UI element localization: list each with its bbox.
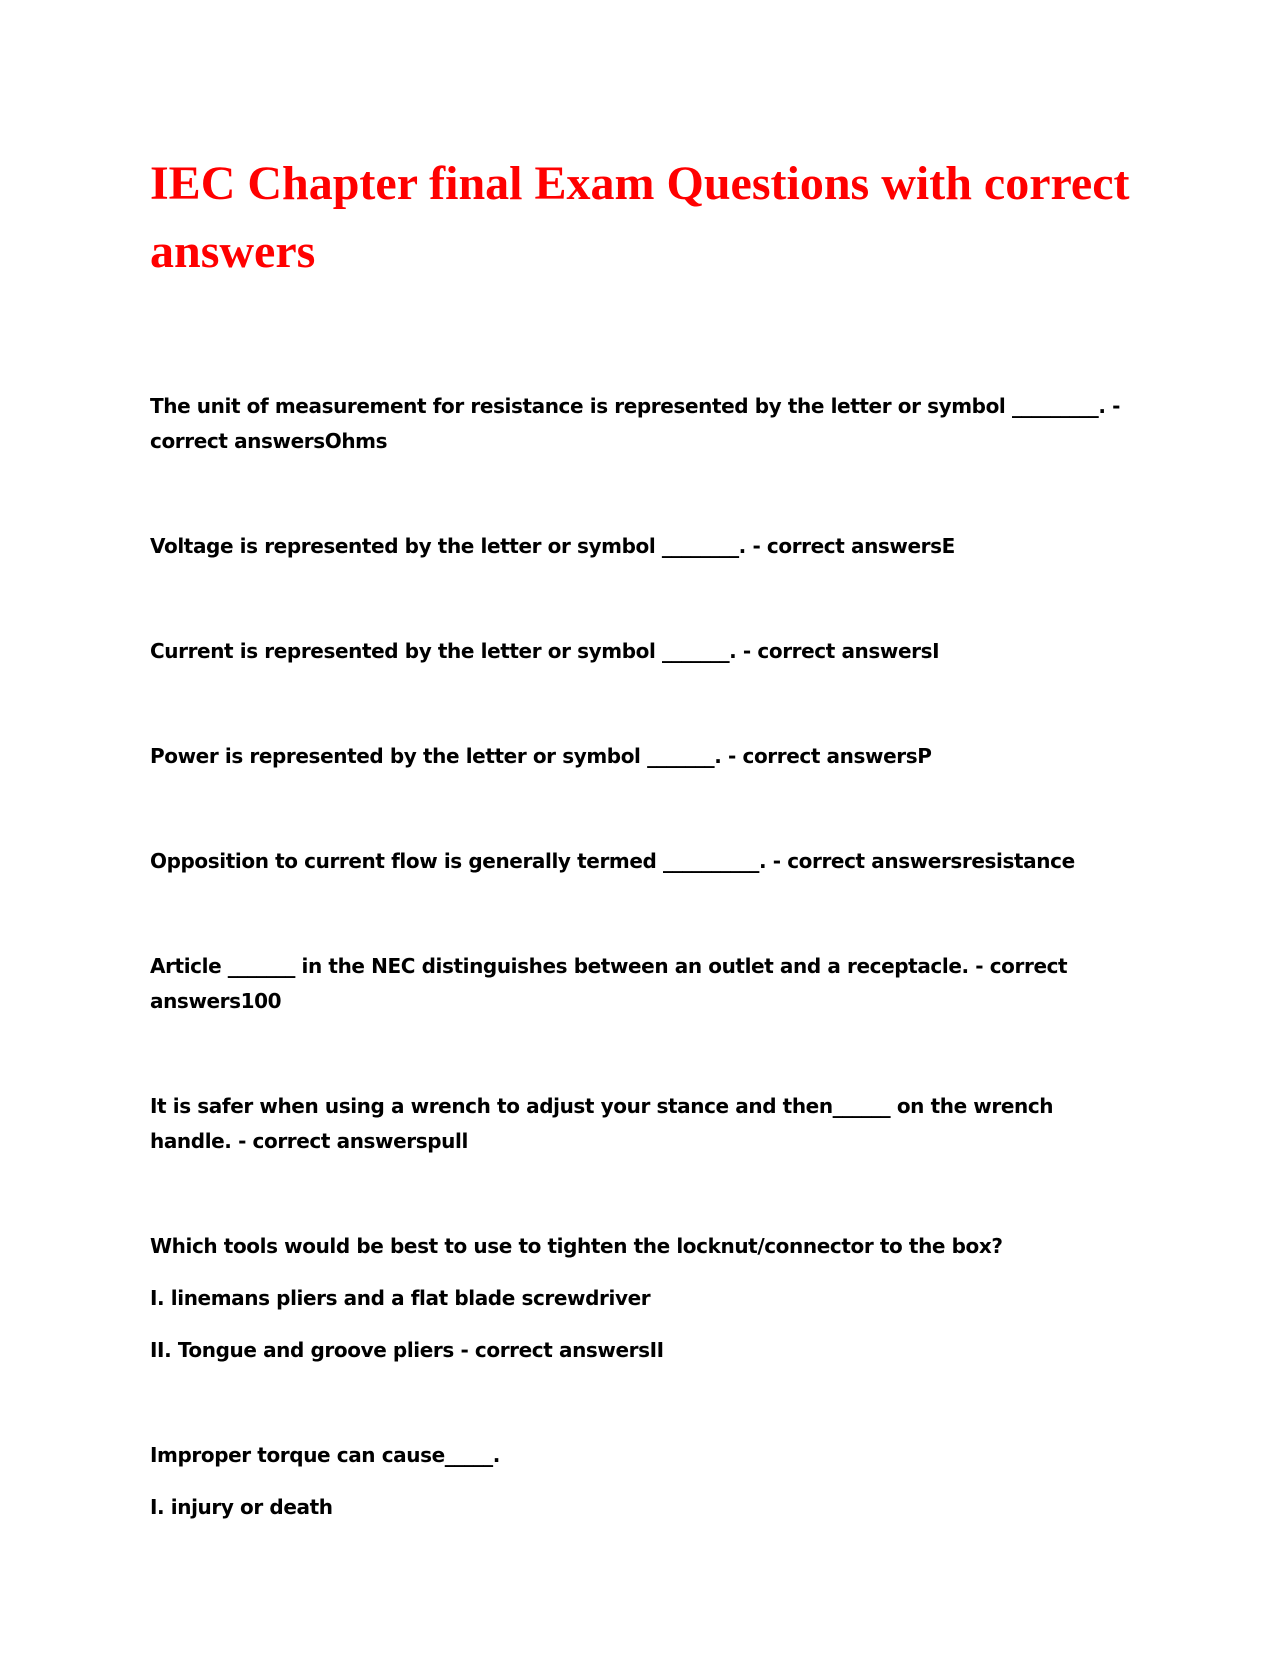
- option-text: I. linemans pliers and a flat blade screwdriver: [150, 1286, 651, 1310]
- question-text: The unit of measurement for resistance is represented by the letter or symbol _________. - correct answersOhms: [150, 394, 1121, 453]
- question-text: Which tools would be best to use to tighten the locknut/connector to the box?: [150, 1234, 1003, 1258]
- question-text: Power is represented by the letter or symbol _______. - correct answersP: [150, 744, 932, 768]
- question-answer-item: [150, 844, 1140, 879]
- option-text: I. injury or death: [150, 1495, 333, 1519]
- question-answer-item: [150, 1089, 1140, 1159]
- question-text: It is safer when using a wrench to adjust your stance and then______ on the wrench handle. - correct answerspull: [150, 1094, 1054, 1153]
- question-text: Voltage is represented by the letter or symbol ________. - correct answersE: [150, 534, 955, 558]
- question-answer-item: [150, 1229, 1140, 1368]
- question-answer-item: [150, 389, 1140, 459]
- document-content: [150, 150, 1140, 1595]
- question-answer-item: [150, 529, 1140, 564]
- question-text: Article _______ in the NEC distinguishes between an outlet and a receptacle. - correct answers100: [150, 954, 1068, 1013]
- question-answer-item: [150, 949, 1140, 1019]
- question-answer-item: [150, 1438, 1140, 1525]
- option-text: II. Tongue and groove pliers - correct answersII: [150, 1338, 664, 1362]
- question-list: [150, 389, 1140, 1525]
- question-text: Current is represented by the letter or symbol _______. - correct answersI: [150, 639, 940, 663]
- question-text: Improper torque can cause_____.: [150, 1443, 500, 1467]
- question-answer-item: [150, 634, 1140, 669]
- question-answer-item: [150, 739, 1140, 774]
- question-text: Opposition to current flow is generally termed __________. - correct answersresistance: [150, 849, 1075, 873]
- document-title: IEC Chapter final Exam Questions with correct answers: [150, 157, 1130, 278]
